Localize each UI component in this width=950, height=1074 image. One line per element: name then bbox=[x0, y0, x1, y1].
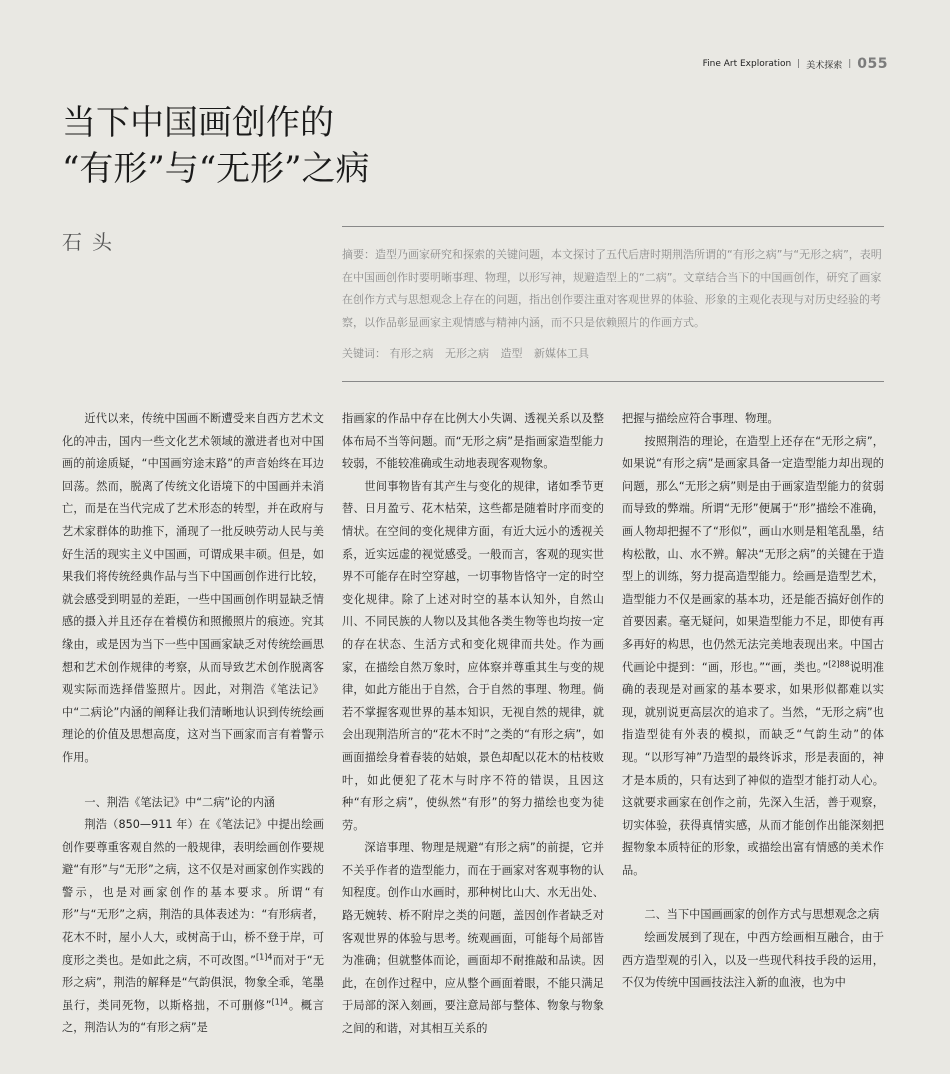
paragraph: 深谙事理、物理是规避“有形之病”的前提，它并不关乎作者的造型能力，而在于画家对客观事物的认知程度。创作山水画时，那种树比山大、水无出处、路无婉转、桥不附岸之类的问题，盖因创作者缺乏对客观世界的体验与思考。统观画面，可能每个局部皆为准确；但就整体而论，画面却不耐推敲和品读。因此，在创作过程中，应从整个画面着眼，不能只满足于局部的深入刻画，要注意局部与整体、物象与物象之间的和谐，对其相互关系的 bbox=[342, 841, 604, 1036]
paragraph: 把握与描绘应符合事理、物理。 bbox=[622, 412, 779, 425]
citation-ref: [1]4 bbox=[271, 997, 289, 1007]
keywords bbox=[342, 345, 886, 361]
page-number: 055 bbox=[857, 56, 888, 72]
paragraph: 世间事物皆有其产生与变化的规律，诸如季节更替、日月盈亏、花木枯荣，这些都是随着时序而变的情状。在空间的变化规律方面，有近大远小的透视关系，近实远虚的视觉感受。一般而言，客观的现实世界不可能存在时空穿越，一切事物皆恪守一定的时空变化规律。除了上述对时空的基本认知外，自然山川、不同民族的人物以及其他各类生物等也均按一定的存在状态、生活方式和变化规律而共处。作为画家，在描绘自然万象时，应体察并尊重其生与变的规律，如此方能出于自然，合于自然的事理、物理。倘若不掌握客观世界的基本知识，无视自然的规律，就会出现荆浩所言的“花木不时”之类的“有形之病”，如画面描绘身着春装的姑娘，景色却配以花木的枯枝败叶，如此便犯了花木与时序不符的错误，且因这种“有形之病”，使纵然“有形”的努力描绘也变为徒劳。 bbox=[342, 479, 604, 832]
abstract bbox=[342, 244, 886, 334]
section-heading-2: 二、当下中国画画家的创作方式与思想观念之病 bbox=[644, 908, 880, 922]
running-header bbox=[703, 56, 888, 72]
paragraph-text: 而对于“无形之病”，荆浩的解释是“气韵俱泯，物象全乖，笔墨虽行，类同死物，以斯格拙，不可删修” bbox=[62, 953, 325, 1012]
abstract-text: 造型乃画家研究和探索的关键问题，本文探讨了五代后唐时期荆浩所谓的“有形之病”与“无形之病”，表明在中国画创作时要明晰事理、物理，以形写神，规避造型上的“二病”。文章结合当下的中国画创作，研究了画家在创作方式与思想观念上存在的问题，指出创作要注重对客观世界的体验、形象的主观化表现与对历史经验的考察，以作品彰显画家主观情感与精神内涵，而不只是依赖照片的作画方式。 bbox=[342, 248, 882, 329]
article-title bbox=[62, 100, 370, 192]
citation-ref: [1]4 bbox=[255, 951, 273, 961]
paragraph bbox=[62, 814, 324, 1040]
paragraph: 指画家的作品中存在比例大小失调、透视关系以及整体布局不当等问题。而“无形之病”是指画家造型能力较弱，不能较准确或生动地表现客观物象。 bbox=[342, 412, 604, 471]
keyword: 有形之病 bbox=[389, 347, 434, 360]
keywords-label: 关键词： bbox=[342, 347, 386, 360]
paragraph-text: 。概言之，荆浩认为的“有形之病”是 bbox=[62, 998, 324, 1035]
citation-ref: [2]88 bbox=[828, 658, 850, 668]
keyword: 造型 bbox=[500, 347, 523, 360]
paragraph: 绘画发展到了现在，中西方绘画相互融合，由于西方造型观的引入，以及一些现代科技手段的运用，不仅为传统中国画技法注入新的血液，也为中 bbox=[622, 931, 884, 990]
author-name: 石头 bbox=[62, 230, 122, 254]
keyword: 新媒体工具 bbox=[534, 347, 589, 360]
paragraph bbox=[622, 431, 884, 883]
body-column-1 bbox=[62, 408, 324, 1040]
journal-name-cn: 美术探索 bbox=[806, 60, 843, 71]
paragraph: 近代以来，传统中国画不断遭受来自西方艺术文化的冲击，国内一些文化艺术领域的激进者也对中国画的前途质疑，“中国画穷途末路”的声音始终在耳边回荡。然而，脱离了传统文化语境下的中国画并未消亡，而是在当代完成了艺术形态的转型，并在政府与艺术家群体的助推下，涌现了一批反映劳动人民与美好生活的现实主义中国画，可谓成果丰硕。但是，如果我们将传统经典作品与当下中国画创作进行比较，就会感受到明显的差距，一些中国画创作明显缺乏情感的摄入并且还存在着模仿和照搬照片的痕迹。究其缘由，或是因为当下一些中国画家缺乏对传统绘画思想和艺术创作规律的考察，从而导致艺术创作脱离客观实际而选择借鉴照片。因此，对荆浩《笔法记》中“二病论”内涵的阐释让我们清晰地认识到传统绘画理论的价值及思想高度，这对当下画家而言有着警示作用。 bbox=[62, 412, 324, 764]
section-heading-1: 一、荆浩《笔法记》中“二病”论的内涵 bbox=[84, 795, 275, 809]
paragraph-text: 按照荆浩的理论，在造型上还存在“无形之病”，如果说“有形之病”是画家具备一定造型能力却出现的问题，那么“无形之病”则是由于画家造型能力的贫弱而导致的弊端。所谓“无形”便属于“形”描绘不准确，画人物却把握不了“形似”，画山水则是粗笔乱墨，结构松散，山、水不辨。解决“无形之病”的关键在于造型上的训练，努力提高造型能力。绘画是造型艺术，造型能力不仅是画家的基本功，还是能否搞好创作的首要因素。毫无疑问，如果造型能力不足，即使有再多再好的构思，也仍然无法完美地表现出来。中国古代画论中提到：“画，形也。”“画，类也。” bbox=[622, 434, 884, 674]
keyword: 无形之病 bbox=[445, 347, 489, 360]
header-separator: | bbox=[797, 59, 801, 69]
bottom-divider bbox=[342, 381, 884, 382]
title-line-2: “有形”与“无形”之病 bbox=[62, 149, 370, 189]
body-column-2 bbox=[342, 408, 604, 1041]
paragraph-text: 荆浩（850—911 年）在《笔法记》中提出绘画创作要尊重客观自然的一般规律，表明绘画创作要规避“有形”与“无形”之病，这不仅是对画家创作实践的警示，也是对画家创作的基本要求。所谓“有形”与“无形”之病，荆浩的具体表述为：“有形病者，花木不时，屋小人大，或树高于山，桥不登于岸，可度形之类也。是如此之病，不可改图。” bbox=[62, 818, 324, 967]
body-column-3 bbox=[622, 408, 884, 995]
header-separator: | bbox=[848, 59, 852, 69]
title-line-1: 当下中国画创作的 bbox=[62, 103, 334, 143]
top-divider bbox=[342, 226, 884, 227]
paragraph-text: 说明准确的表现是对画家的基本要求，如果形似都难以实现，就别说更高层次的追求了。当然，“无形之病”也指造型徒有外表的模拟，而缺乏“气韵生动”的体现。“以形写神”乃造型的最终诉求，形是表面的，神才是本质的，只有达到了神似的造型才能打动人心。这就要求画家在创作之前，先深入生活，善于观察，切实体验，获得真情实感，从而才能创作出能深刻把握物象本质特征的形象，或描绘出富有情感的美术作品。 bbox=[622, 660, 884, 877]
abstract-label: 摘要： bbox=[342, 248, 375, 261]
journal-name-en: Fine Art Exploration bbox=[702, 59, 792, 69]
